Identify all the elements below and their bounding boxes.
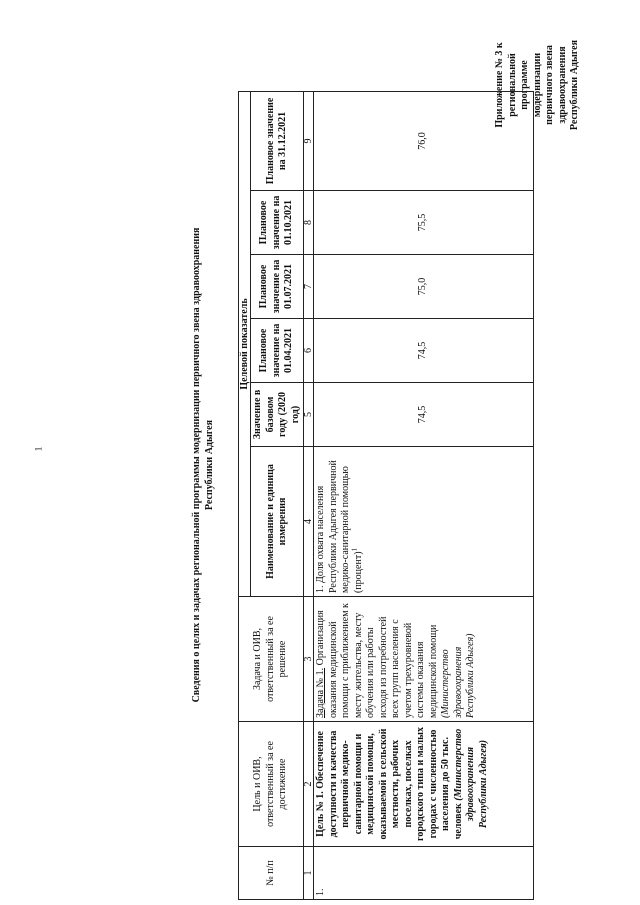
header-q2: Плановое значение на 01.07.2021 <box>251 255 304 319</box>
header-q4: Плановое значение на 31.12.2021 <box>251 92 304 191</box>
header-q3: Плановое значение на 01.10.2021 <box>251 191 304 255</box>
column-number: 4 <box>304 447 314 597</box>
q4-value: 76,0 <box>314 92 534 191</box>
appendix-line: первичного звена <box>544 45 555 125</box>
appendix-line: программе <box>519 60 530 110</box>
goals-table-body <box>238 91 534 900</box>
column-number: 2 <box>304 722 314 847</box>
header-goal: Цель и ОИВ, ответственный за ее достижение <box>239 722 304 847</box>
column-number: 8 <box>304 191 314 255</box>
header-num: № п/п <box>239 847 304 900</box>
header-base-value: Значение в базовом году (2020 год) <box>251 383 304 447</box>
goal-owner: (Министерство здравоохранения Республики Адыгея) <box>452 728 489 829</box>
appendix-line: здравоохранения <box>556 46 568 124</box>
q2-value: 75,0 <box>314 255 534 319</box>
column-number: 7 <box>304 255 314 319</box>
column-number: 5 <box>304 383 314 447</box>
header-target-indicator: Целевой показатель <box>239 92 251 597</box>
column-number: 6 <box>304 319 314 383</box>
goal-cell <box>314 722 534 847</box>
appendix-line: Приложение № 3 к <box>494 42 505 128</box>
row-number: 1. <box>314 847 534 900</box>
column-number-row <box>304 92 314 900</box>
indicator-footnote-mark: 1 <box>350 547 359 552</box>
appendix-line: модернизации <box>531 52 543 118</box>
task-text: Организация оказания медицинской помощи с приближением к месту жительства, месту обучения или работы исходя из потребностей всех групп населения с учетом трехуровневой системы оказания медицинской помощи <box>315 603 439 718</box>
indicator-cell <box>314 447 534 597</box>
header-row-top <box>239 92 251 900</box>
column-number: 1 <box>304 847 314 900</box>
appendix-line: Республики Адыгея <box>569 39 580 131</box>
appendix-line: региональной <box>506 53 518 117</box>
column-number: 9 <box>304 92 314 191</box>
document-title <box>190 145 216 785</box>
indicator-text: 1. Доля охвата населения Республики Адыгея первичной медико-санитарной помощью (процент) <box>315 460 364 593</box>
q3-value: 75,5 <box>314 191 534 255</box>
q1-value: 74,5 <box>314 319 534 383</box>
header-indicator-name: Наименование и единица измерения <box>251 447 304 597</box>
table-row <box>314 92 534 900</box>
header-q1: Плановое значение на 01.04.2021 <box>251 319 304 383</box>
task-label: Задача № 1. <box>315 667 326 718</box>
column-number: 3 <box>304 597 314 722</box>
task-owner: (Министерство здравоохранения Республики Адыгея) <box>440 633 476 718</box>
title-line: Сведения о целях и задачах региональной программы модернизации первичного звена здравоохранения <box>191 227 202 703</box>
base-value: 74,5 <box>314 383 534 447</box>
task-cell <box>314 597 534 722</box>
page-number: 1 <box>33 446 44 452</box>
header-task: Задача и ОИВ, ответственный за ее решение <box>239 597 304 722</box>
goal-text: Цель № 1. Обеспечение доступности и качества первичной медико-санитарной помощи и медицинской помощи, оказываемой в сельской местности, рабочих поселках, поселках городского типа и малых городах с численностью населения до 50 тыс. человек <box>315 727 464 841</box>
title-line: Республики Адыгея <box>204 419 215 511</box>
